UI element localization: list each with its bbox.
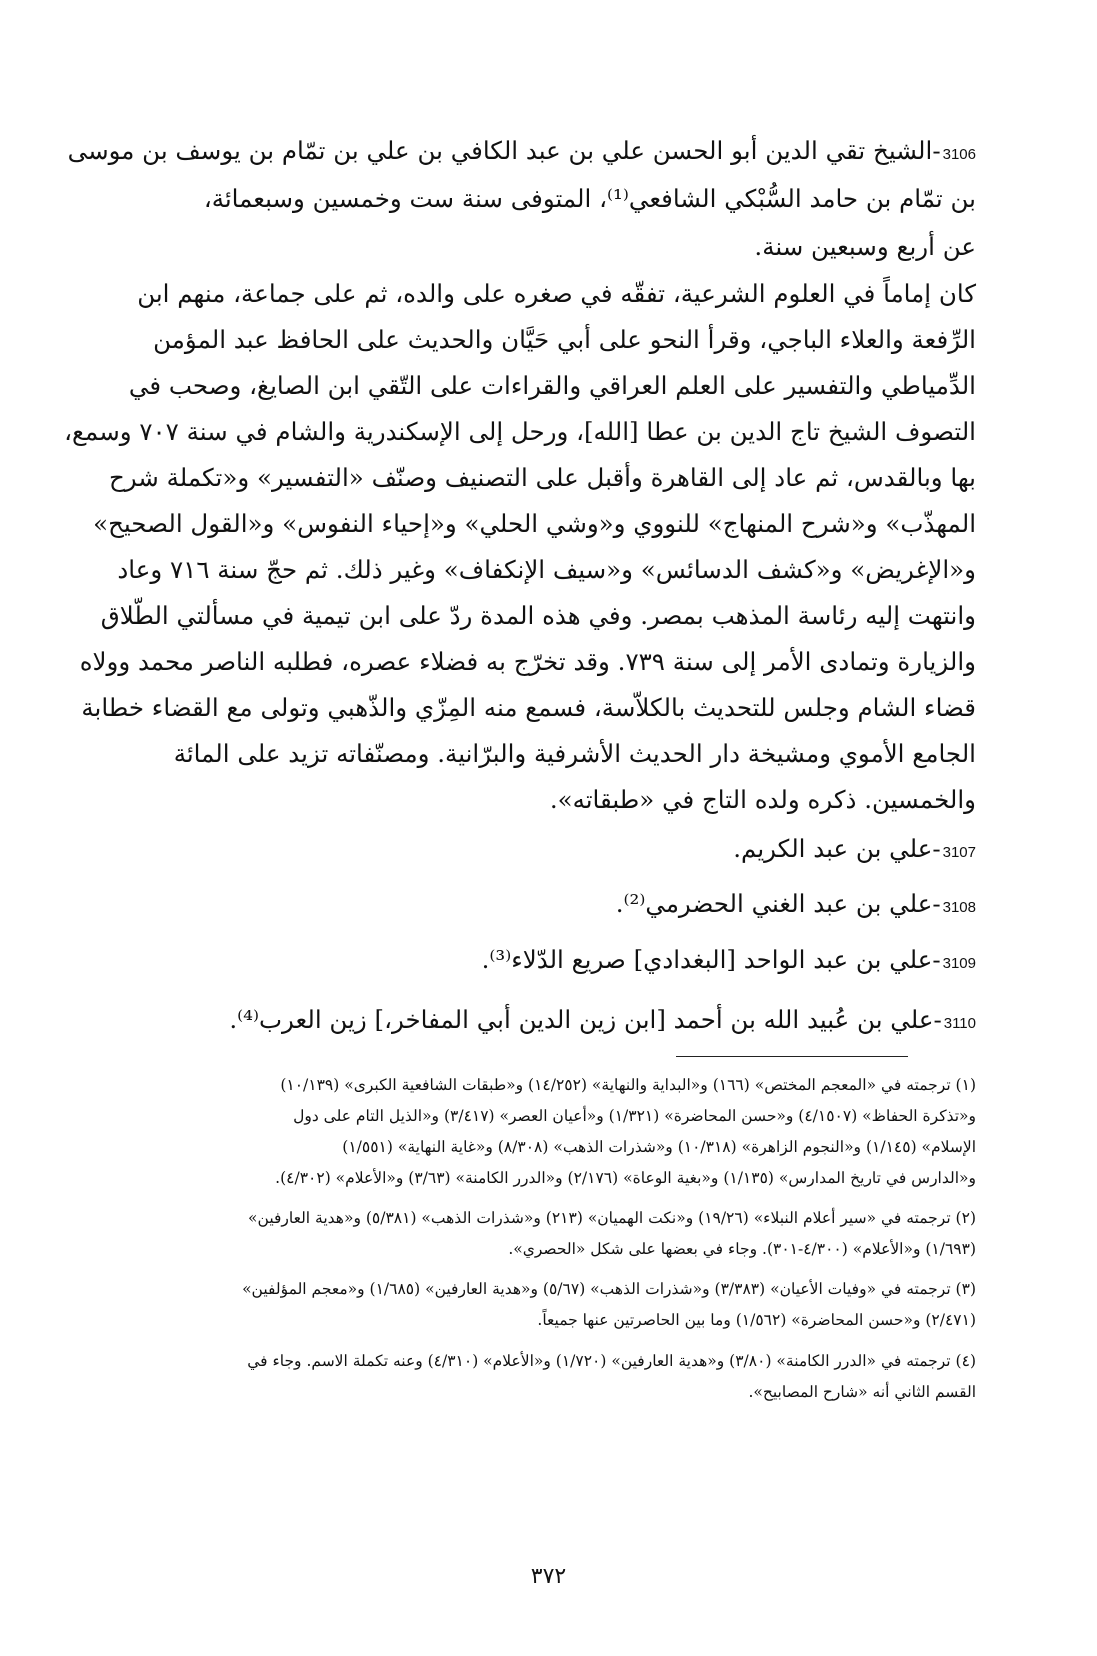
footnote-1-line: (١) ترجمته في «المعجم المختص» (١٦٦) و«البداية والنهاية» (١٤/٢٥٢) و«طبقات الشافعية الكبرى» (١٠/١٣٩) [280,1076,976,1094]
footnote-2-line: (٢) ترجمته في «سير أعلام النبلاء» (١٩/٢٦) و«نكت الهميان» (٢١٣) و«شذرات الذهب» (٥/٣٨١) و«هدية العارفين» [248,1209,976,1227]
paragraph-line: التصوف الشيخ تاج الدين بن عطا [الله]، ورحل إلى الإسكندرية والشام في سنة ٧٠٧ وسمع، [64,417,976,446]
entry-number: 3110 [943,1015,976,1032]
footnote-4-line: (٤) ترجمته في «الدرر الكامنة» (٣/٨٠) و«هدية العارفين» (١/٧٢٠) و«الأعلام» (٤/٣١٠) وعنه تكملة الاسم. وجاء في [247,1352,976,1370]
paragraph-line: والزيارة وتمادى الأمر إلى سنة ٧٣٩. وقد تخرّج به فضلاء عصره، فطلبه الناصر محمد وولاه [79,647,976,676]
entry-number: 3109 [942,955,976,972]
footnote-3-line: (٣) ترجمته في «وفيات الأعيان» (٣/٣٨٣) و«شذرات الذهب» (٥/٦٧) و«هدية العارفين» (١/٦٨٥) و«معجم المؤلفين» [242,1280,976,1298]
footnote-separator [676,1056,908,1057]
entry-number: 3107 [942,844,976,861]
paragraph-line: الجامع الأموي ومشيخة دار الحديث الأشرفية والبرّانية. ومصنّفاته تزيد على المائة [173,739,976,768]
entry-3106-line-1: 3106-الشيخ تقي الدين أبو الحسن علي بن عبد الكافي بن علي بن تمّام بن يوسف بن موسى [67,136,976,165]
footnote-3-line: (٢/٤٧١) و«حسن المحاضرة» (١/٥٦٢) وما بين الحاصرتين عنها جميعاً. [537,1311,976,1329]
entry-number: 3108 [942,899,976,916]
entry-3106-line-3: عن أربع وسبعين سنة. [754,232,976,261]
entry-number: 3106 [942,146,976,163]
paragraph-line: المهذّب» و«شرح المنهاج» للنووي و«وشي الحلي» و«إحياء النفوس» و«القول الصحيح» [93,509,976,538]
paragraph-line: بها وبالقدس، ثم عاد إلى القاهرة وأقبل على التصنيف وصنّف «التفسير» و«تكملة شرح [108,463,976,492]
paragraph-line: الرِّفعة والعلاء الباجي، وقرأ النحو على أبي حَيَّان والحديث على الحافظ عبد المؤمن [153,325,976,354]
entry-3109: 3109-علي بن عبد الواحد [البغدادي] صريع الدّلاء⁽³⁾. [481,945,976,974]
footnote-1-line: الإسلام» (١/١٤٥) و«النجوم الزاهرة» (١٠/٣١٨) و«شذرات الذهب» (٨/٣٠٨) و«غاية النهاية» (١/٥٥١) [342,1138,976,1156]
entry-3106-line-2: بن تمّام بن حامد السُّبْكي الشافعي⁽¹⁾، المتوفى سنة ست وخمسين وسبعمائة، [203,184,976,213]
paragraph-line: وانتهت إليه رئاسة المذهب بمصر. وفي هذه المدة ردّ على ابن تيمية في مسألتي الطّلاق [100,601,976,630]
paragraph-line: والخمسين. ذكره ولده التاج في «طبقاته». [549,785,976,814]
footnote-1-line: و«تذكرة الحفاظ» (٤/١٥٠٧) و«حسن المحاضرة» (١/٣٢١) و«أعيان العصر» (٣/٤١٧) و«الذيل التام على دول [293,1107,976,1125]
entry-3110: 3110-علي بن عُبيد الله بن أحمد [ابن زين الدين أبي المفاخر،] زين العرب⁽⁴⁾. [229,1005,976,1034]
paragraph-line: و«الإغريض» و«كشف الدسائس» و«سيف الإنكفاف» وغير ذلك. ثم حجّ سنة ٧١٦ وعاد [117,555,976,584]
footnote-2-line: (١/٦٩٣) و«الأعلام» (٤/٣٠٠-٣٠١). وجاء في بعضها على شكل «الحصري». [508,1240,976,1258]
entry-3107: 3107-علي بن عبد الكريم. [733,834,976,863]
paragraph-line: الدِّمياطي والتفسير على العلم العراقي والقراءات على التّقي ابن الصايغ، وصحب في [128,371,976,400]
footnote-1-line: و«الدارس في تاريخ المدارس» (١/١٣٥) و«بغية الوعاة» (٢/١٧٦) و«الدرر الكامنة» (٣/٦٣) و«الأعلام» (٤/٣٠٢). [275,1169,976,1187]
footnote-4-line: القسم الثاني أنه «شارح المصابيح». [748,1383,976,1401]
page-number: ٣٧٢ [530,1564,567,1589]
paragraph-line: قضاء الشام وجلس للتحديث بالكلاّسة، فسمع منه المِزّي والذّهبي وتولى مع القضاء خطابة [81,693,976,722]
entry-3108: 3108-علي بن عبد الغني الحضرمي⁽²⁾. [615,889,976,918]
paragraph-line: كان إماماً في العلوم الشرعية، تفقّه في صغره على والده، ثم على جماعة، منهم ابن [137,279,976,308]
